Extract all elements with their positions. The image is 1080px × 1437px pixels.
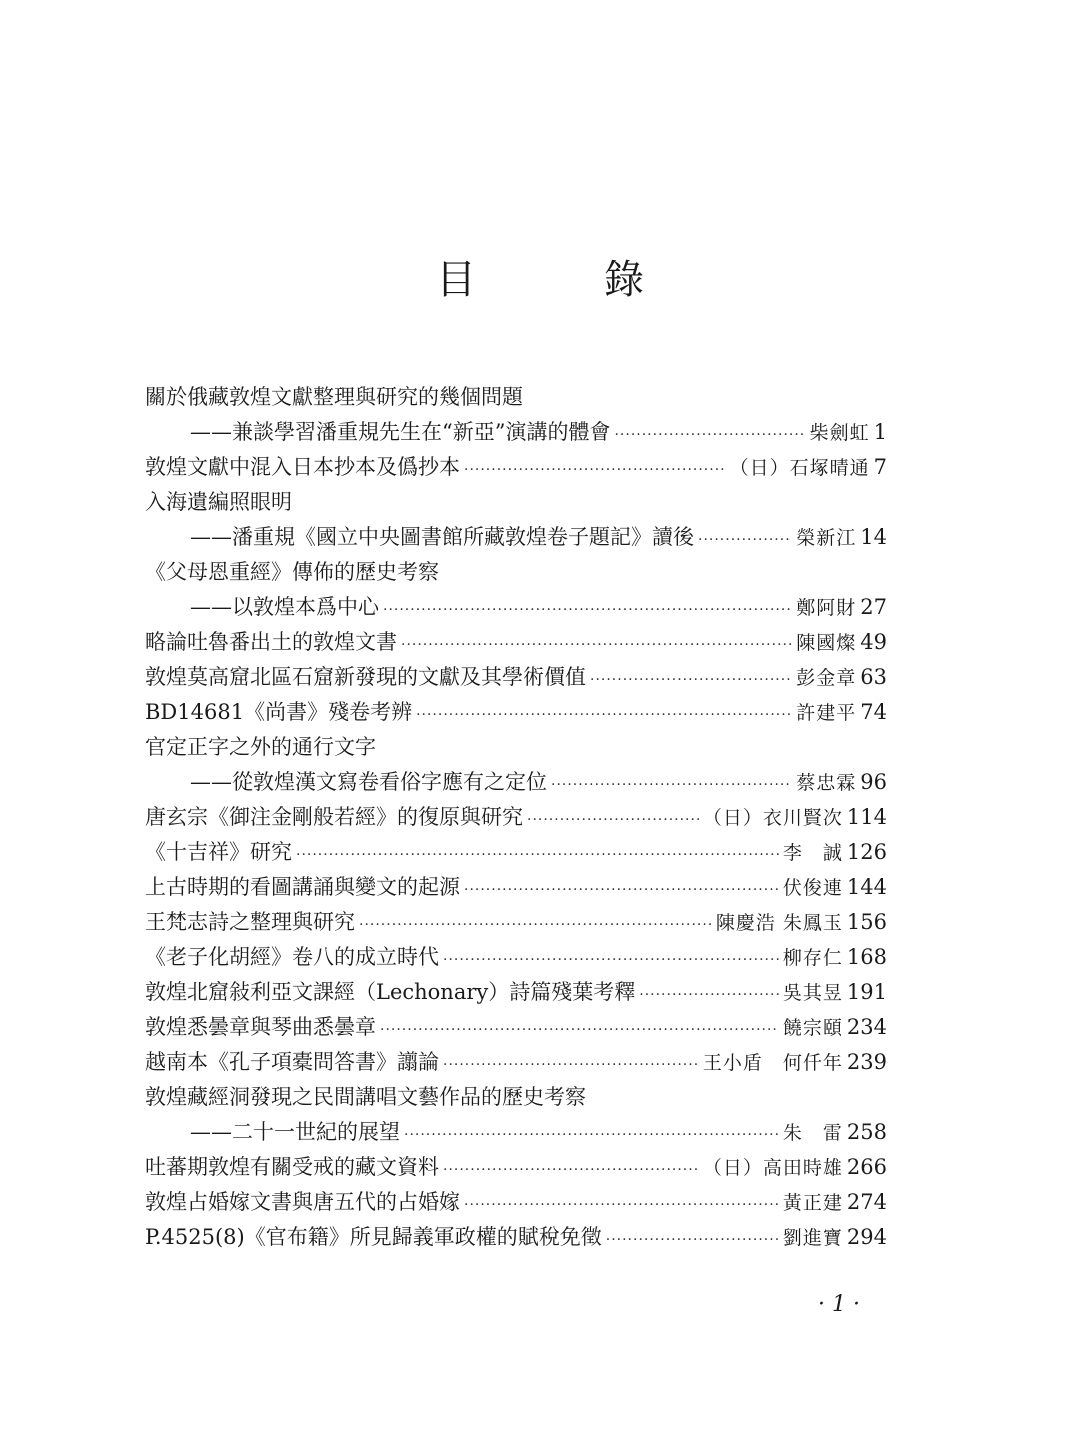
dot-leader: [551, 768, 792, 803]
toc-entry: [145, 1045, 887, 1080]
toc-entry-title: 唐玄宗《御注金剛般若經》的復原與研究: [145, 805, 523, 829]
dot-leader: [527, 803, 699, 838]
dot-leader: [590, 663, 792, 698]
toc-entry-author: 蔡忠霖: [796, 772, 857, 794]
dot-leader: [416, 698, 792, 733]
toc-entry-author: 王小盾 何仟年: [702, 1052, 843, 1074]
toc-entry-page: 49: [860, 630, 887, 654]
toc-entry-title: 越南本《孔子項橐問答書》譾論: [145, 1050, 439, 1074]
toc-entry-author: 吳其昱: [782, 982, 843, 1004]
dot-leader: [359, 908, 712, 943]
toc-entry: [145, 590, 887, 625]
dot-leader: [443, 1153, 699, 1188]
toc-entry: [145, 765, 887, 800]
toc-entry-author: 鄭阿財: [796, 597, 857, 619]
toc-entry-author: 榮新江: [796, 527, 857, 549]
toc-entry-page: 266: [846, 1155, 887, 1179]
toc-entry-author: 黃正建: [782, 1192, 843, 1214]
dot-leader: [614, 418, 805, 453]
toc-entry-page: 114: [846, 805, 887, 829]
toc-entry: [145, 415, 887, 450]
toc-entry-title: 敦煌藏經洞發現之民間講唱文藝作品的歷史考察: [145, 1085, 586, 1109]
toc-entry-page: 126: [846, 840, 887, 864]
toc-entry-author: 許建平: [796, 702, 857, 724]
dot-leader: [464, 873, 779, 908]
page-title: 目 錄: [436, 257, 688, 303]
toc-entry-page: 234: [846, 1015, 887, 1039]
toc-entry-page: 191: [846, 980, 887, 1004]
toc-entry-title: ——兼談學習潘重規先生在“新亞”演講的體會: [190, 420, 611, 444]
toc-entry-title: 王梵志詩之整理與研究: [145, 910, 355, 934]
toc-entry: [145, 1115, 887, 1150]
toc-entry: [145, 695, 887, 730]
toc-entry-page: 239: [846, 1050, 887, 1074]
toc-entry-page: 74: [860, 700, 887, 724]
dot-leader: [443, 943, 779, 978]
toc-entry: [145, 870, 887, 905]
dot-leader: [464, 453, 726, 488]
toc-entry-title: 關於俄藏敦煌文獻整理與研究的幾個問題: [145, 385, 523, 409]
toc-entry: [145, 975, 887, 1010]
toc-entry-title: ——二十一世紀的展望: [190, 1120, 400, 1144]
toc-entry: [145, 1185, 887, 1220]
toc-entry: [145, 1010, 887, 1045]
toc-entry: [145, 905, 887, 940]
dot-leader: [383, 593, 792, 628]
dot-leader: [443, 1048, 699, 1083]
toc-entry-page: 63: [860, 665, 887, 689]
dot-leader: [296, 838, 779, 873]
toc-entry: [145, 555, 887, 590]
toc-entry: [145, 800, 887, 835]
toc-entry-author: 陳慶浩 朱鳳玉: [715, 912, 843, 934]
dot-leader: [404, 1118, 779, 1153]
toc-entry-title: 吐蕃期敦煌有關受戒的藏文資料: [145, 1155, 439, 1179]
toc-entry-author: 李 誠: [782, 842, 843, 864]
toc-entry-title: 《老子化胡經》卷八的成立時代: [145, 945, 439, 969]
toc-entry-title: ——以敦煌本爲中心: [190, 595, 379, 619]
toc-entry-page: 258: [846, 1120, 887, 1144]
dot-leader: [606, 1223, 779, 1258]
toc-entry: [145, 1150, 887, 1185]
toc-entry-author: 朱 雷: [782, 1122, 843, 1144]
toc-entry-title: 《父母恩重經》傳佈的歷史考察: [145, 560, 439, 584]
toc-entry: [145, 835, 887, 870]
toc-entry-page: 294: [846, 1225, 887, 1249]
toc-entry: [145, 660, 887, 695]
dot-leader: [401, 628, 792, 663]
toc-entry-title: 敦煌悉曇章與琴曲悉曇章: [145, 1015, 376, 1039]
toc-entry: [145, 730, 887, 765]
toc-entry: [145, 380, 887, 415]
toc-entry-title: 上古時期的看圖講誦與變文的起源: [145, 875, 460, 899]
toc-entry-page: 27: [860, 595, 887, 619]
toc-entry-page: 156: [846, 910, 887, 934]
dot-leader: [698, 523, 792, 558]
toc-entry: [145, 450, 887, 485]
toc-entry-title: BD14681《尚書》殘卷考辨: [145, 700, 413, 724]
toc-entry-author: 伏俊連: [782, 877, 843, 899]
toc-entry-page: 274: [846, 1190, 887, 1214]
dot-leader: [639, 978, 779, 1013]
toc-entry: [145, 485, 887, 520]
toc-entry-title: P.4525(8)《官布籍》所見歸義軍政權的賦稅免徵: [145, 1225, 602, 1249]
dot-leader: [380, 1013, 779, 1048]
toc-entry-title: ——潘重規《國立中央圖書館所藏敦煌卷子題記》讀後: [190, 525, 694, 549]
toc-entry: [145, 520, 887, 555]
toc-entry-title: 敦煌北窟敍利亞文課經（Lechonary）詩篇殘葉考釋: [145, 980, 636, 1004]
toc-entry-page: 1: [873, 420, 887, 444]
toc-entry-page: 7: [873, 455, 887, 479]
toc-entry: [145, 625, 887, 660]
toc-entry-author: （日）衣川賢次: [702, 807, 843, 829]
toc-entry-author: 陳國燦: [796, 632, 857, 654]
toc-entry-author: 劉進寶: [782, 1227, 843, 1249]
table-of-contents: [145, 380, 887, 1255]
toc-entry-author: 彭金章: [796, 667, 857, 689]
toc-entry-title: 入海遺編照眼明: [145, 490, 292, 514]
toc-entry-title: 敦煌占婚嫁文書與唐五代的占婚嫁: [145, 1190, 460, 1214]
toc-entry-title: 官定正字之外的通行文字: [145, 735, 376, 759]
toc-entry-author: 柴劍虹: [809, 422, 870, 444]
toc-entry-page: 14: [860, 525, 887, 549]
toc-entry-title: ——從敦煌漢文寫卷看俗字應有之定位: [190, 770, 547, 794]
toc-entry-title: 敦煌莫高窟北區石窟新發現的文獻及其學術價值: [145, 665, 586, 689]
toc-entry-author: 饒宗頤: [782, 1017, 843, 1039]
toc-entry-page: 168: [846, 945, 887, 969]
toc-entry-author: 柳存仁: [782, 947, 843, 969]
toc-entry-title: 《十吉祥》研究: [145, 840, 292, 864]
toc-entry-title: 略論吐魯番出土的敦煌文書: [145, 630, 397, 654]
toc-entry-author: （日）高田時雄: [702, 1157, 843, 1179]
toc-entry-page: 96: [860, 770, 887, 794]
toc-entry-title: 敦煌文獻中混入日本抄本及僞抄本: [145, 455, 460, 479]
toc-entry: [145, 1080, 887, 1115]
toc-entry-author: （日）石塚晴通: [729, 457, 870, 479]
page-number: · 1 ·: [818, 1292, 860, 1317]
dot-leader: [464, 1188, 779, 1223]
toc-entry: [145, 1220, 887, 1255]
toc-entry-page: 144: [846, 875, 887, 899]
toc-entry: [145, 940, 887, 975]
